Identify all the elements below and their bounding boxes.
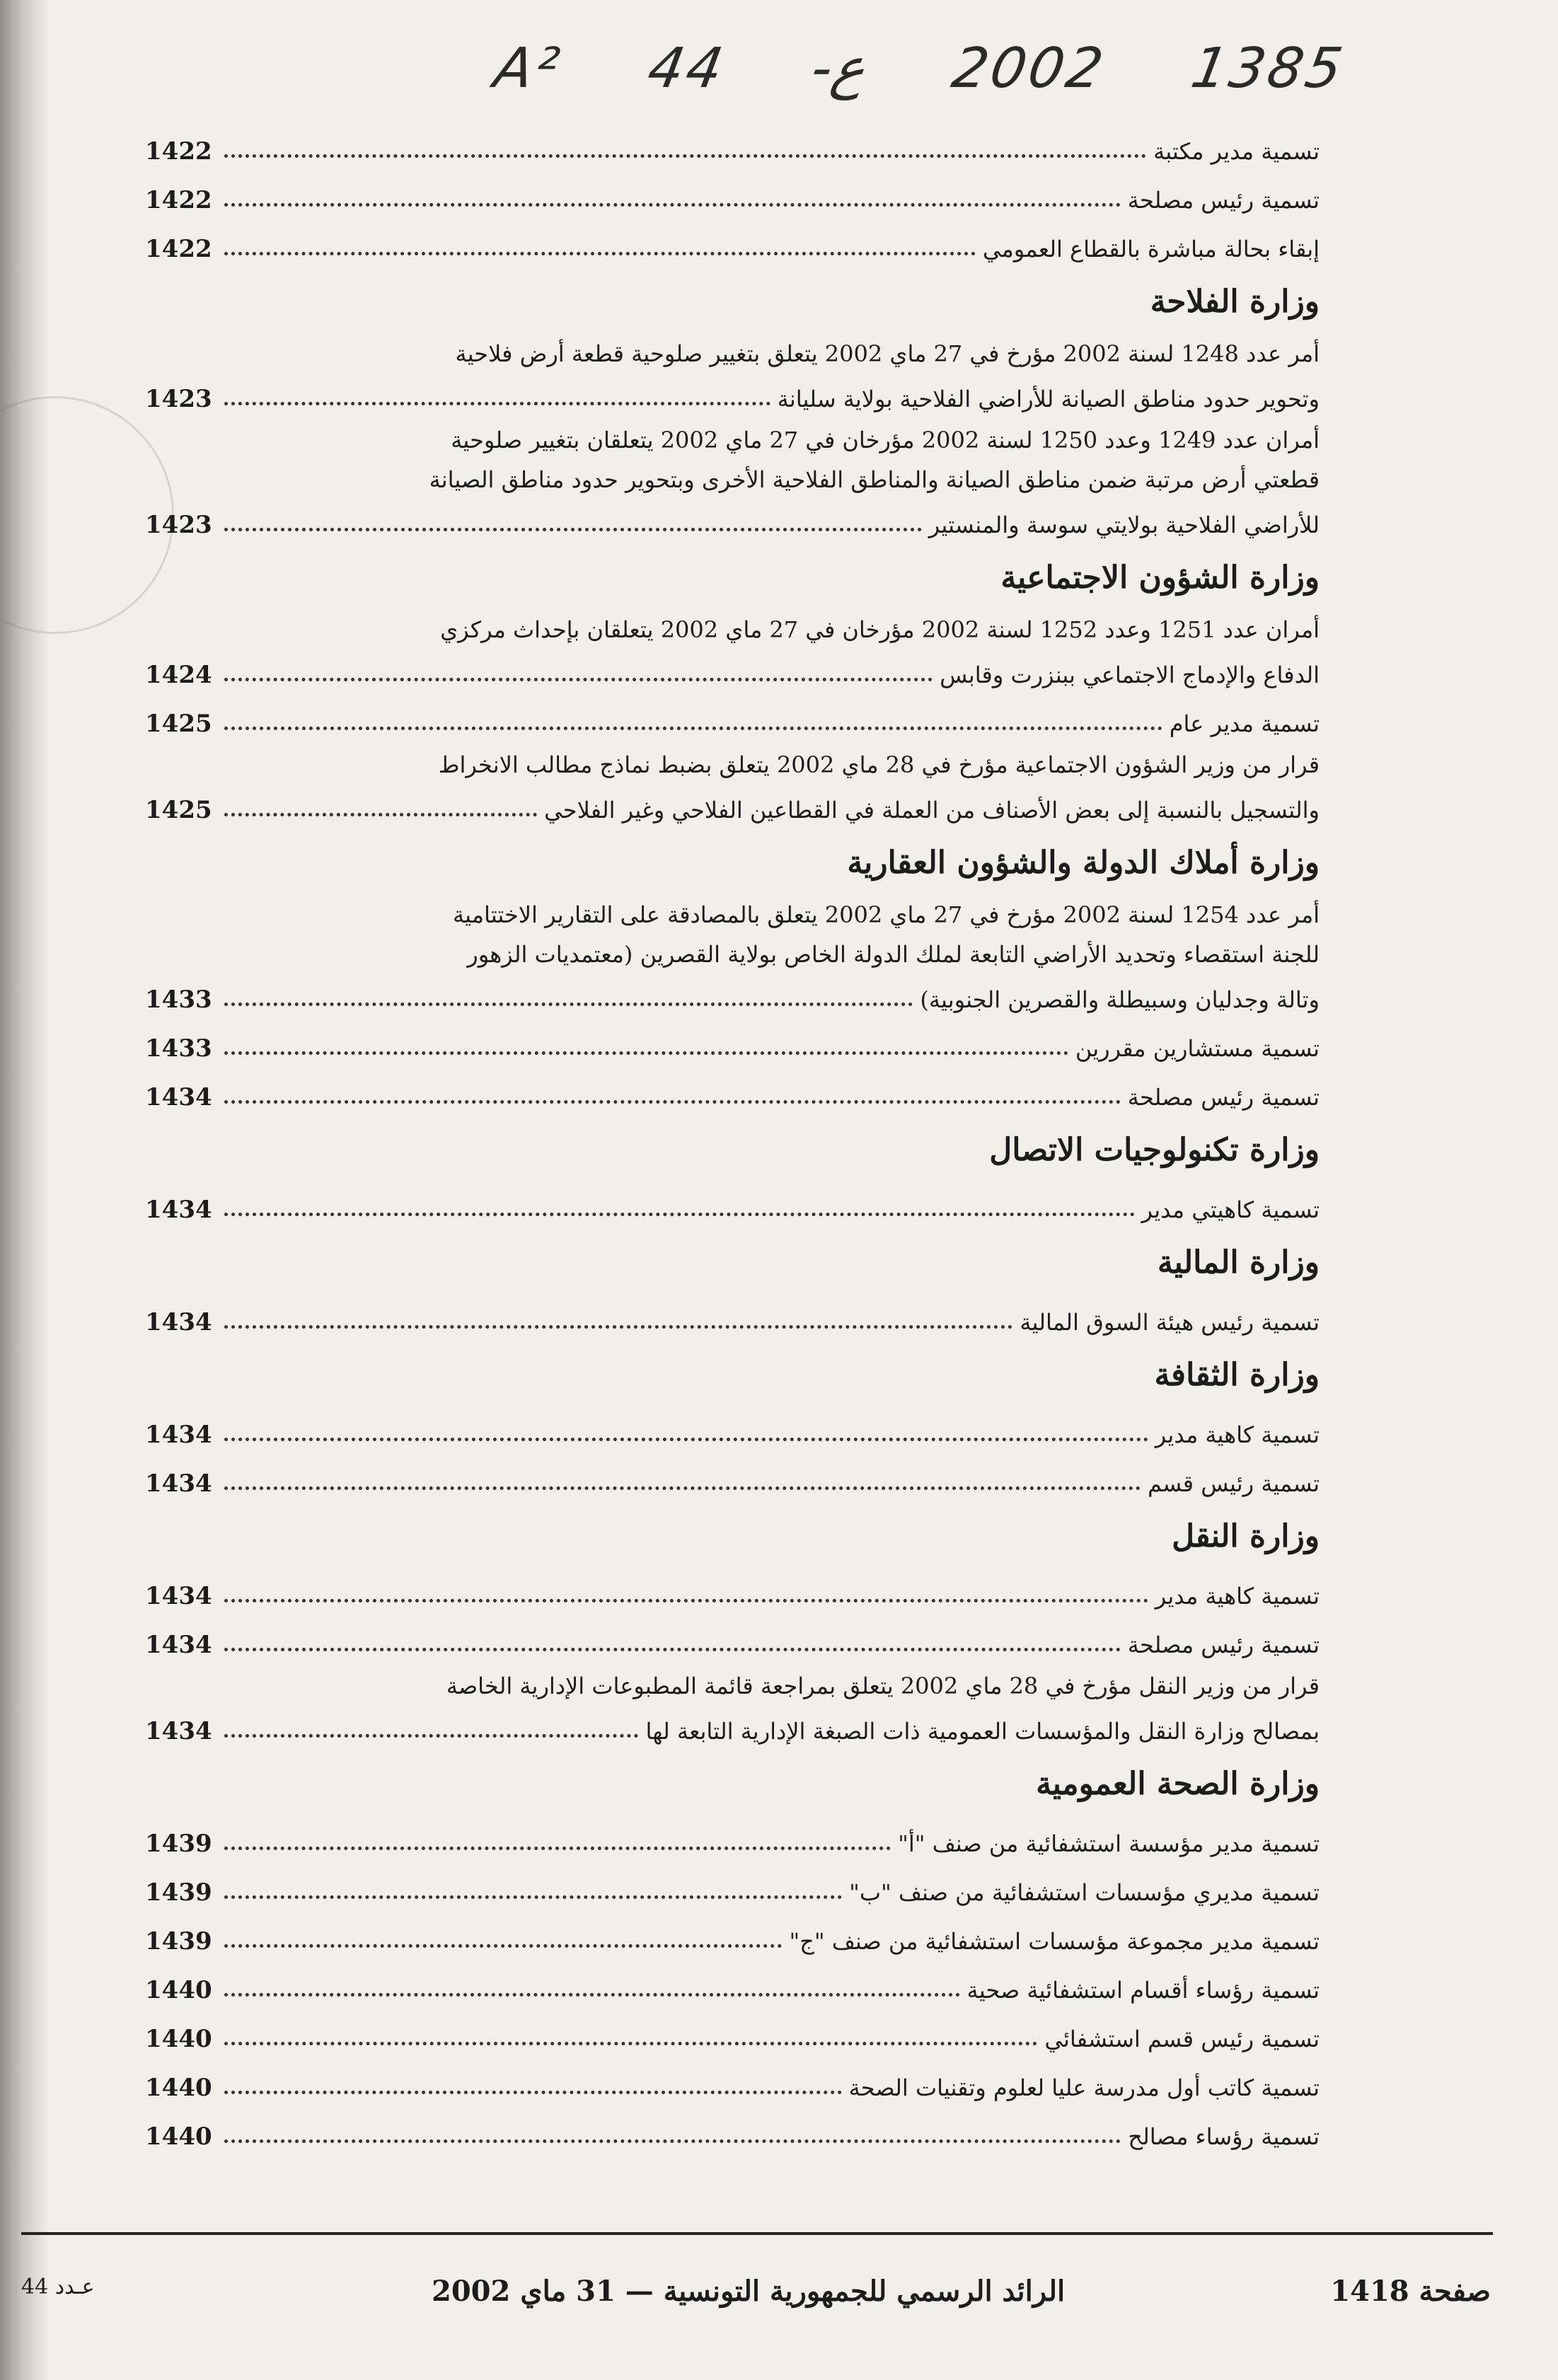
handwritten-mark: 1385 <box>1187 37 1350 100</box>
entry-title: تسمية رئيس قسم استشفائي <box>1044 2026 1320 2052</box>
entry-row <box>145 1288 1320 1336</box>
entry-title: تسمية رئيس قسم <box>1147 1470 1320 1497</box>
toc-entry <box>145 1449 1320 1498</box>
entry-row <box>145 2102 1320 2151</box>
entry-page-number: 1440 <box>145 2122 212 2151</box>
entry-page-number: 1422 <box>145 235 212 263</box>
ministry-heading: وزارة النقل <box>1172 1518 1320 1554</box>
entry-title: إبقاء بحالة مباشرة بالقطاع العمومي <box>982 236 1320 262</box>
entry-row <box>145 499 1320 539</box>
entry-page-number: 1434 <box>145 1308 212 1336</box>
toc-entry <box>145 1858 1320 1907</box>
toc-entry <box>145 1063 1320 1111</box>
toc-section <box>145 539 1320 824</box>
dot-leader <box>224 402 771 405</box>
entry-page-number: 1424 <box>145 661 212 689</box>
toc-entry <box>145 745 1320 824</box>
dot-leader <box>224 528 922 531</box>
entry-row <box>145 1400 1320 1449</box>
entry-page-number: 1434 <box>145 1631 212 1659</box>
ministry-heading: وزارة أملاك الدولة والشؤون العقارية <box>847 845 1320 881</box>
entry-page-number: 1433 <box>145 986 212 1014</box>
entry-page-number: 1439 <box>145 1878 212 1907</box>
entry-title: تسمية مديري مؤسسات استشفائية من صنف "ب" <box>849 1879 1320 1906</box>
entry-text-line: أمران عدد 1249 وعدد 1250 لسنة 2002 مؤرخان في 27 ماي 2002 يتعلقان بتغيير صلوحية <box>451 427 1320 454</box>
entry-page-number: 1434 <box>145 1582 212 1610</box>
dot-leader <box>224 1734 638 1738</box>
toc-entry <box>145 420 1320 539</box>
toc-entry <box>145 117 1320 166</box>
entry-row <box>145 1014 1320 1063</box>
toc-section <box>145 824 1320 1111</box>
dot-leader <box>224 154 1146 158</box>
entry-row <box>145 1063 1320 1111</box>
entry-title: تسمية رئيس مصلحة <box>1127 1084 1320 1111</box>
table-of-contents <box>145 117 1320 2151</box>
toc-entry <box>145 1809 1320 1858</box>
entry-title: تسمية مستشارين مقررين <box>1075 1035 1320 1062</box>
entry-page-number: 1439 <box>145 1830 212 1858</box>
entry-page-number: 1440 <box>145 1976 212 2004</box>
toc-entry <box>145 1014 1320 1063</box>
dot-leader <box>224 1944 782 1948</box>
footer-divider <box>21 2232 1493 2235</box>
entry-page-number: 1434 <box>145 1083 212 1111</box>
scan-edge-shadow <box>0 0 50 2380</box>
entry-page-number: 1425 <box>145 710 212 738</box>
entry-row <box>145 214 1320 263</box>
entry-title: تسمية كاهية مدير <box>1155 1583 1320 1610</box>
dot-leader <box>224 252 976 255</box>
toc-entry <box>145 2102 1320 2151</box>
entry-row <box>145 785 1320 824</box>
entry-text-line: قرار من وزير الشؤون الاجتماعية مؤرخ في 28 ماي 2002 يتعلق بضبط نماذج مطالب الانخراط <box>438 751 1320 778</box>
entry-title: تسمية رؤساء أقسام استشفائية صحية <box>966 1977 1320 2004</box>
entry-page-number: 1440 <box>145 2074 212 2102</box>
toc-entry <box>145 214 1320 263</box>
toc-entry <box>145 1400 1320 1449</box>
page-number: صفحة 1418 <box>1330 2275 1491 2308</box>
entry-row <box>145 1956 1320 2004</box>
dot-leader <box>224 1599 1148 1602</box>
entry-page-number: 1434 <box>145 1469 212 1498</box>
entry-row <box>145 1706 1320 1745</box>
toc-entry <box>145 1666 1320 1745</box>
ministry-heading: وزارة المالية <box>1157 1244 1320 1281</box>
entry-page-number: 1434 <box>145 1196 212 1224</box>
toc-section <box>145 1111 1320 1224</box>
dot-leader <box>224 2139 1121 2143</box>
toc-section <box>145 1336 1320 1498</box>
entry-page-number: 1434 <box>145 1717 212 1745</box>
entry-title: تسمية مدير مكتبة <box>1153 138 1320 165</box>
dot-leader <box>224 813 537 816</box>
dot-leader <box>224 1051 1068 1055</box>
entry-title: بمصالح وزارة النقل والمؤسسات العمومية ذات الصبغة الإدارية التابعة لها <box>645 1718 1320 1745</box>
dot-leader <box>224 1003 913 1006</box>
entry-row <box>145 1449 1320 1498</box>
entry-row <box>145 649 1320 689</box>
entry-row <box>145 166 1320 214</box>
entry-title: وتالة وجدليان وسبيطلة والقصرين الجنوبية) <box>920 986 1320 1013</box>
toc-entry <box>145 166 1320 214</box>
entry-page-number: 1422 <box>145 137 212 166</box>
toc-entry <box>145 1175 1320 1224</box>
entry-row <box>145 117 1320 166</box>
dot-leader <box>224 1213 1135 1216</box>
dot-leader <box>224 1648 1121 1651</box>
toc-entry <box>145 689 1320 738</box>
dot-leader <box>224 1100 1121 1104</box>
toc-entry <box>145 2053 1320 2102</box>
entry-page-number: 1422 <box>145 186 212 214</box>
entry-title: تسمية مدير عام <box>1169 710 1320 737</box>
entry-title: تسمية كاهية مدير <box>1155 1421 1320 1448</box>
entry-text-line: قرار من وزير النقل مؤرخ في 28 ماي 2002 يتعلق بمراجعة قائمة المطبوعات الإدارية الخاصة <box>446 1673 1320 1699</box>
dot-leader <box>224 2091 842 2094</box>
entry-title: للأراضي الفلاحية بولايتي سوسة والمنستير <box>928 512 1320 538</box>
toc-entry <box>145 610 1320 689</box>
entry-row <box>145 1561 1320 1610</box>
entry-page-number: 1433 <box>145 1034 212 1063</box>
dot-leader <box>224 1486 1141 1490</box>
toc-entry <box>145 895 1320 1014</box>
entry-text-line: قطعتي أرض مرتبة ضمن مناطق الصيانة والمناطق الفلاحية الأخرى وبتحوير حدود مناطق الصيانة <box>429 466 1320 493</box>
entry-text-line: أمران عدد 1251 وعدد 1252 لسنة 2002 مؤرخان في 27 ماي 2002 يتعلقان بإحداث مركزي <box>440 616 1320 643</box>
entry-title: والتسجيل بالنسبة إلى بعض الأصناف من العملة في القطاعين الفلاحي وغير الفلاحي <box>544 797 1320 824</box>
dot-leader <box>224 1993 960 1997</box>
entry-title: وتحوير حدود مناطق الصيانة للأراضي الفلاحية بولاية سليانة <box>777 386 1320 412</box>
entry-page-number: 1434 <box>145 1421 212 1449</box>
entry-title: تسمية مدير مجموعة مؤسسات استشفائية من صنف "ج" <box>789 1928 1320 1955</box>
ministry-heading: وزارة تكنولوجيات الاتصال <box>989 1132 1320 1168</box>
journal-title-date: الرائد الرسمي للجمهورية التونسية — 31 ماي 2002 <box>432 2275 1066 2308</box>
entry-row <box>145 1175 1320 1224</box>
dot-leader <box>224 1895 842 1899</box>
toc-entry <box>145 1956 1320 2004</box>
entry-row <box>145 1809 1320 1858</box>
entry-row <box>145 974 1320 1014</box>
toc-section <box>145 1498 1320 1745</box>
entry-row <box>145 689 1320 738</box>
dot-leader <box>224 203 1121 207</box>
ministry-heading: وزارة الشؤون الاجتماعية <box>1000 560 1320 596</box>
entry-title: تسمية مدير مؤسسة استشفائية من صنف "أ" <box>898 1830 1320 1857</box>
handwritten-mark: A² <box>490 37 567 100</box>
toc-section <box>145 263 1320 539</box>
entry-row <box>145 2004 1320 2053</box>
dot-leader <box>224 1847 891 1850</box>
handwritten-annotation <box>490 30 1350 108</box>
entry-title: تسمية رئيس مصلحة <box>1127 187 1320 214</box>
ministry-heading: وزارة الصحة العمومية <box>1036 1766 1320 1802</box>
entry-row <box>145 374 1320 413</box>
handwritten-mark: 2002 <box>947 37 1111 100</box>
dot-leader <box>224 727 1162 730</box>
entry-page-number: 1423 <box>145 511 212 539</box>
handwritten-mark: 44 <box>642 37 730 100</box>
entry-row <box>145 2053 1320 2102</box>
entry-row <box>145 1610 1320 1659</box>
toc-section <box>145 1224 1320 1336</box>
toc-entry <box>145 1610 1320 1659</box>
handwritten-mark: -ع <box>807 37 871 100</box>
dot-leader <box>224 678 933 681</box>
page-footer <box>0 2275 1558 2317</box>
ministry-heading: وزارة الفلاحة <box>1150 284 1320 320</box>
toc-section <box>145 117 1320 263</box>
entry-text-line: أمر عدد 1254 لسنة 2002 مؤرخ في 27 ماي 2002 يتعلق بالمصادقة على التقارير الاختتامية <box>453 901 1320 928</box>
toc-entry <box>145 1907 1320 1956</box>
toc-entry <box>145 1288 1320 1336</box>
entry-title: تسمية كاتب أول مدرسة عليا لعلوم وتقنيات الصحة <box>848 2074 1320 2101</box>
toc-entry <box>145 334 1320 413</box>
issue-number: عـدد 44 <box>21 2275 95 2299</box>
entry-page-number: 1425 <box>145 796 212 824</box>
entry-title: تسمية كاهيتي مدير <box>1141 1196 1320 1223</box>
entry-text-line: للجنة استقصاء وتحديد الأراضي التابعة لملك الدولة الخاص بولاية القصرين (معتمديات الزهور <box>467 941 1320 968</box>
toc-section <box>145 1745 1320 2151</box>
entry-title: تسمية رئيس مصلحة <box>1127 1631 1320 1658</box>
dot-leader <box>224 1438 1148 1441</box>
ministry-heading: وزارة الثقافة <box>1154 1357 1320 1393</box>
entry-title: تسمية رئيس هيئة السوق المالية <box>1020 1309 1320 1336</box>
entry-row <box>145 1907 1320 1956</box>
entry-title: تسمية رؤساء مصالح <box>1128 2123 1320 2150</box>
entry-text-line: أمر عدد 1248 لسنة 2002 مؤرخ في 27 ماي 2002 يتعلق بتغيير صلوحية قطعة أرض فلاحية <box>455 340 1320 367</box>
toc-entry <box>145 1561 1320 1610</box>
entry-page-number: 1423 <box>145 385 212 413</box>
entry-page-number: 1440 <box>145 2025 212 2053</box>
dot-leader <box>224 1325 1012 1329</box>
entry-row <box>145 1858 1320 1907</box>
toc-entry <box>145 2004 1320 2053</box>
dot-leader <box>224 2042 1037 2045</box>
entry-page-number: 1439 <box>145 1927 212 1956</box>
entry-title: الدفاع والإدماج الاجتماعي ببنزرت وقابس <box>940 662 1320 688</box>
